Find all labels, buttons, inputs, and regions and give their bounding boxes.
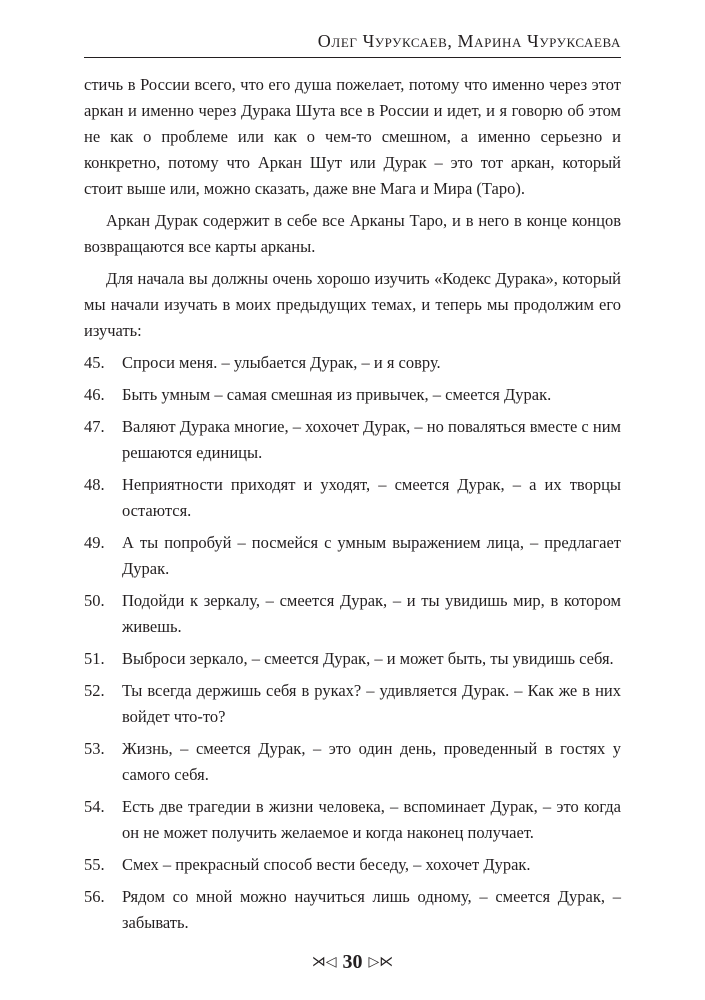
paragraph: стичь в России всего, что его душа пожелает, потому что именно через этот аркан и именно через Дурака Шута все в России и идет, и я говорю об этом не как о проблеме или как о чем-то смешном, а именно серьезно и конкретно, потому что Аркан Шут или Дурак – это тот аркан, который стоит выше или, можно сказать, даже вне Мага и Мира (Таро). xyxy=(84,75,621,198)
item-text: Валяют Дурака многие, – хохочет Дурак, – но поваляться вместе с ним решаются единицы. xyxy=(122,417,621,462)
item-number: 47. xyxy=(84,417,105,436)
item-number: 50. xyxy=(84,591,105,610)
item-text: А ты попробуй – посмейся с умным выражением лица, – предлагает Дурак. xyxy=(122,533,621,578)
list-item xyxy=(84,884,621,936)
item-number: 46. xyxy=(84,385,105,404)
list-item xyxy=(84,350,621,376)
item-text: Жизнь, – смеется Дурак, – это один день, проведенный в гостях у самого себя. xyxy=(122,739,621,784)
item-number: 52. xyxy=(84,681,105,700)
list-item xyxy=(84,736,621,788)
item-text: Спроси меня. – улыбается Дурак, – и я совру. xyxy=(122,353,441,372)
fool-code-list xyxy=(84,350,621,936)
item-text: Рядом со мной можно научиться лишь одному, – смеется Дурак, – забывать. xyxy=(122,887,621,932)
item-number: 56. xyxy=(84,887,105,906)
item-number: 51. xyxy=(84,649,105,668)
page-number: 30 xyxy=(342,951,363,973)
list-item xyxy=(84,852,621,878)
list-item xyxy=(84,530,621,582)
item-text: Выброси зеркало, – смеется Дурак, – и может быть, ты увидишь себя. xyxy=(122,649,614,668)
list-item xyxy=(84,588,621,640)
header-rule xyxy=(84,57,621,58)
item-number: 54. xyxy=(84,797,105,816)
item-text: Ты всегда держишь себя в руках? – удивляется Дурак. – Как же в них войдет что-то? xyxy=(122,681,621,726)
item-number: 48. xyxy=(84,475,105,494)
item-number: 45. xyxy=(84,353,105,372)
item-text: Быть умным – самая смешная из привычек, – смеется Дурак. xyxy=(122,385,552,404)
list-item xyxy=(84,646,621,672)
item-text: Смех – прекрасный способ вести беседу, – хохочет Дурак. xyxy=(122,855,531,874)
list-item xyxy=(84,794,621,846)
running-header: Олег Чуруксаев, Марина Чуруксаева xyxy=(317,31,621,51)
item-text: Подойди к зеркалу, – смеется Дурак, – и ты увидишь мир, в котором живешь. xyxy=(122,591,621,636)
page-body xyxy=(84,72,621,942)
item-number: 49. xyxy=(84,533,105,552)
list-item xyxy=(84,472,621,524)
left-ornament-icon: ⋊◁ xyxy=(311,955,337,970)
list-item xyxy=(84,382,621,408)
right-ornament-icon: ▷⋉ xyxy=(368,955,394,970)
item-number: 53. xyxy=(84,739,105,758)
list-item xyxy=(84,678,621,730)
item-number: 55. xyxy=(84,855,105,874)
paragraph: Аркан Дурак содержит в себе все Арканы Таро, и в него в конце концов возвращаются все карты арканы. xyxy=(84,211,621,256)
item-text: Неприятности приходят и уходят, – смеется Дурак, – а их творцы остаются. xyxy=(122,475,621,520)
paragraph: Для начала вы должны очень хорошо изучить «Кодекс Дурака», который мы начали изучать в моих предыдущих темах, и теперь мы продолжим его изучать: xyxy=(84,269,621,340)
page-footer xyxy=(0,950,705,975)
list-item xyxy=(84,414,621,466)
item-text: Есть две трагедии в жизни человека, – вспоминает Дурак, – это когда он не может получить желаемое и когда наконец получает. xyxy=(122,797,621,842)
